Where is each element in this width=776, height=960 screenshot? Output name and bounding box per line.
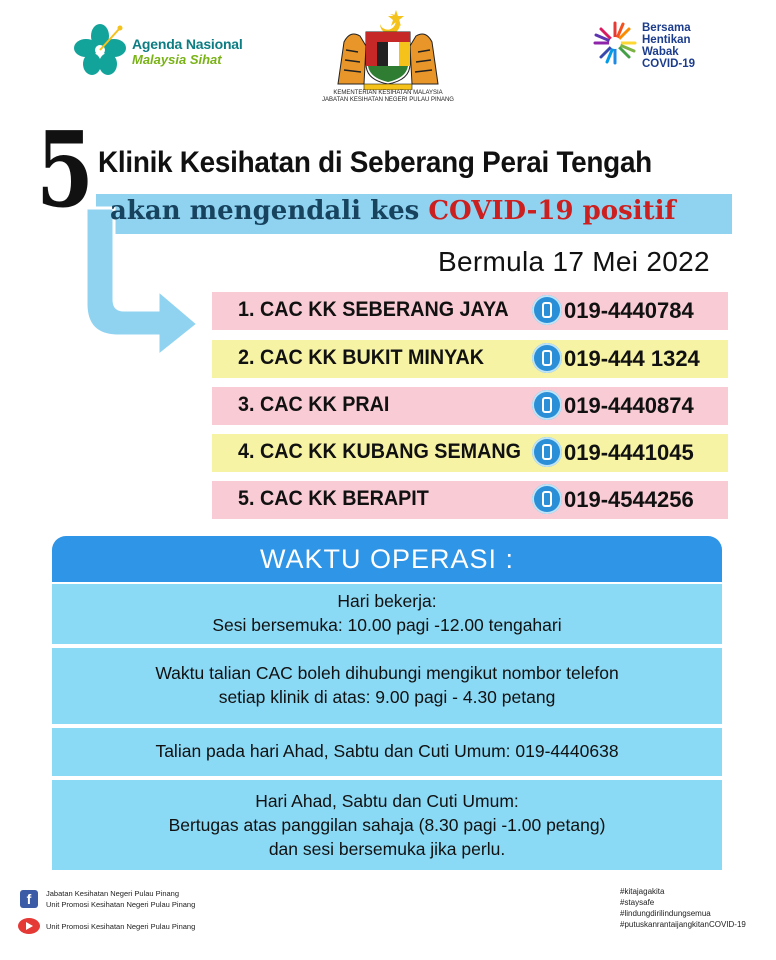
- ministry-line1: KEMENTERIAN KESIHATAN MALAYSIA: [333, 90, 443, 96]
- clinic-label: 1. CAC KK SEBERANG JAYA: [238, 298, 509, 321]
- clinic-phone: 019-4440784: [564, 298, 694, 323]
- hours-text: Hari bekerja:: [337, 591, 437, 611]
- bersama-hentikan-logo: [592, 18, 732, 78]
- hours-text: Sesi bersemuka: 10.00 pagi -12.00 tengahari: [212, 615, 562, 635]
- hours-text: Hari Ahad, Sabtu dan Cuti Umum:: [255, 791, 519, 811]
- hashtag: #putuskanrantaijangkitanCOVID-19: [620, 920, 746, 929]
- title-line2: [110, 196, 676, 226]
- clinic-row: [212, 481, 728, 519]
- hours-block-weekday: [52, 584, 722, 644]
- operating-hours-header: [52, 536, 722, 582]
- ministry-line2: JABATAN KESIHATAN NEGERI PULAU PINANG: [322, 97, 454, 103]
- clinic-phone: 019-4544256: [564, 487, 694, 512]
- virus-burst-icon: [592, 20, 638, 66]
- clinic-label: 3. CAC KK PRAI: [238, 393, 390, 416]
- hashtag: #lindungdirilindungsemua: [620, 909, 711, 918]
- hours-block-cac-line: [52, 648, 722, 724]
- title-line1: Klinik Kesihatan di Seberang Perai Tengah: [98, 146, 652, 179]
- agenda-line1: Agenda Nasional: [132, 36, 243, 52]
- clinic-row: [212, 340, 728, 378]
- facebook-page-1[interactable]: Jabatan Kesihatan Negeri Pulau Pinang: [46, 889, 180, 898]
- coat-of-arms-icon: [328, 6, 448, 90]
- facebook-page-2[interactable]: Unit Promosi Kesihatan Negeri Pulau Pinang: [46, 900, 196, 909]
- facebook-icon[interactable]: f: [20, 890, 38, 908]
- operating-hours-title: WAKTU OPERASI :: [259, 544, 515, 574]
- bersama-line2: Hentikan: [642, 34, 691, 46]
- hours-text: setiap klinik di atas: 9.00 pagi - 4.30 petang: [218, 687, 556, 707]
- clinic-label: 2. CAC KK BUKIT MINYAK: [238, 346, 485, 369]
- hours-block-weekend-line: [52, 728, 722, 776]
- hours-block-weekend: [52, 780, 722, 870]
- clinic-label: 5. CAC KK BERAPIT: [238, 487, 429, 510]
- start-date: Bermula 17 Mei 2022: [438, 246, 710, 277]
- youtube-channel[interactable]: Unit Promosi Kesihatan Negeri Pulau Pinang: [46, 922, 196, 931]
- bersama-line1: Bersama: [642, 22, 691, 34]
- ministry-crest: [318, 6, 458, 116]
- curved-arrow-icon: [80, 206, 220, 356]
- hours-text: Bertugas atas panggilan sahaja (8.30 pagi -1.00 petang): [168, 815, 606, 835]
- phone-icon: [532, 484, 562, 514]
- clinic-row: [212, 292, 728, 330]
- hours-text: dan sesi bersemuka jika perlu.: [268, 839, 506, 859]
- clinic-row: [212, 387, 728, 425]
- agenda-line2: Malaysia Sihat: [132, 52, 222, 67]
- hashtag: #staysafe: [620, 898, 655, 907]
- clinic-phone: 019-4440874: [564, 393, 694, 418]
- youtube-icon[interactable]: [18, 918, 40, 934]
- bersama-line4: COVID-19: [642, 58, 696, 70]
- clinic-row: [212, 434, 728, 472]
- title-line2-covid: COVID-19 positif: [428, 196, 676, 226]
- phone-icon: [532, 437, 562, 467]
- hashtag: #kitajagakita: [620, 887, 665, 896]
- hibiscus-icon: [70, 20, 130, 80]
- hashtags: [620, 886, 746, 930]
- agenda-nasional-logo: [70, 20, 260, 80]
- bersama-line3: Wabak: [642, 46, 679, 58]
- clinic-label: 4. CAC KK KUBANG SEMANG: [238, 440, 521, 463]
- clinic-phone: 019-4441045: [564, 440, 694, 465]
- hours-text: Waktu talian CAC boleh dihubungi mengikut nombor telefon: [155, 663, 619, 683]
- hours-text: Talian pada hari Ahad, Sabtu dan Cuti Umum: 019-4440638: [155, 741, 619, 761]
- clinic-phone: 019-444 1324: [564, 346, 700, 371]
- phone-icon: [532, 343, 562, 373]
- phone-icon: [532, 295, 562, 325]
- title-line2-part1: akan mengendali kes: [110, 196, 429, 226]
- phone-icon: [532, 390, 562, 420]
- big-number-five: 5: [36, 108, 94, 231]
